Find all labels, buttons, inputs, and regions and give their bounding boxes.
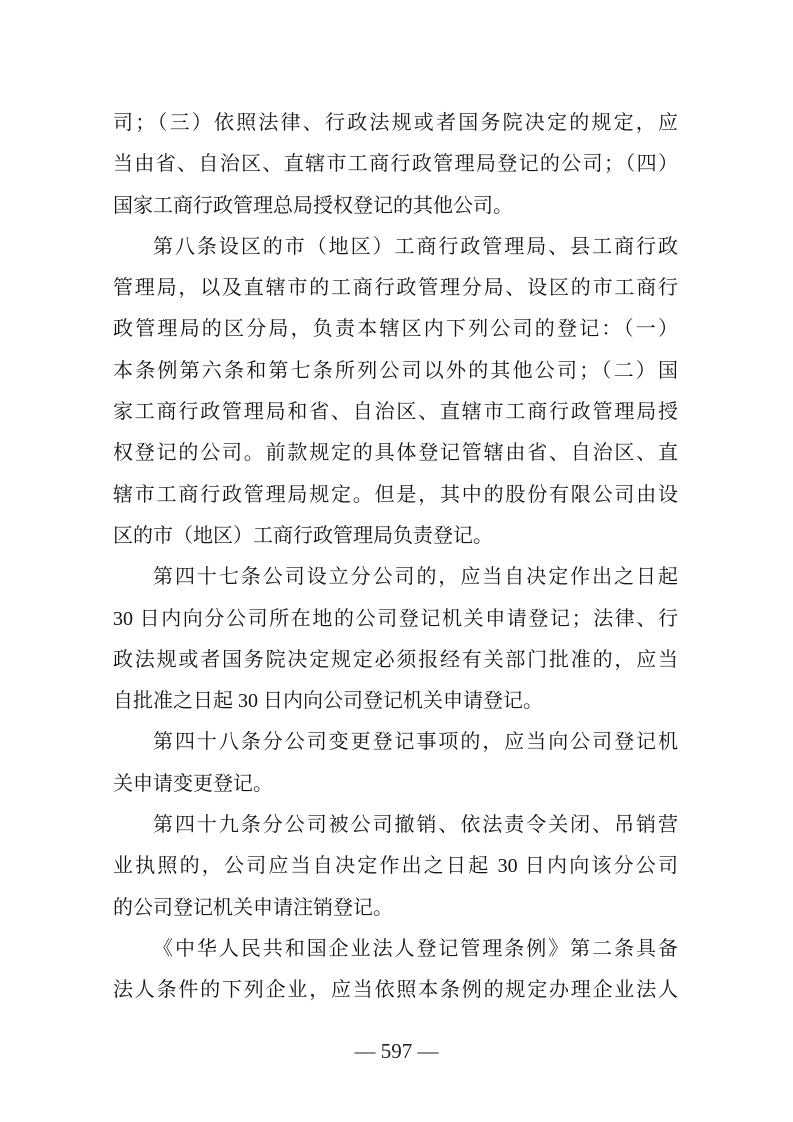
text-line: 政管理局的区分局，负责本辖区内下列公司的登记：（一）	[113, 318, 678, 341]
text-line: 第八条设区的市（地区）工商行政管理局、县工商行政	[153, 235, 678, 258]
text-line: 区的市（地区）工商行政管理局负责登记。	[113, 524, 493, 547]
text-line: 国家工商行政管理总局授权登记的其他公司。	[113, 194, 513, 217]
text-line: 辖市工商行政管理局规定。但是，其中的股份有限公司由设	[113, 483, 678, 506]
body-text	[113, 103, 678, 1012]
text-line: 的公司登记机关申请注销登记。	[113, 896, 393, 919]
text-line: 法人条件的下列企业，应当依照本条例的规定办理企业法人	[113, 979, 678, 1002]
text-line: 本条例第六条和第七条所列公司以外的其他公司；（二）国	[113, 359, 678, 382]
text-line: 管理局，以及直辖市的工商行政管理分局、设区的市工商行	[113, 277, 678, 300]
text-line: 关申请变更登记。	[113, 772, 273, 795]
text-line: 政法规或者国务院决定规定必须报经有关部门批准的，应当	[113, 648, 678, 671]
page-number: — 597 —	[354, 1039, 439, 1063]
text-line: 《中华人民共和国企业法人登记管理条例》第二条具备	[153, 937, 678, 960]
text-line: 第四十七条公司设立分公司的，应当自决定作出之日起	[153, 566, 678, 589]
text-line: 业执照的，公司应当自决定作出之日起 30 日内向该分公司	[113, 855, 678, 878]
text-line: 家工商行政管理局和省、自治区、直辖市工商行政管理局授	[113, 401, 678, 424]
text-line: 当由省、自治区、直辖市工商行政管理局登记的公司；（四）	[113, 153, 678, 176]
text-line: 自批准之日起 30 日内向公司登记机关申请登记。	[113, 690, 543, 713]
text-line: 30 日内向分公司所在地的公司登记机关申请登记；法律、行	[113, 607, 678, 630]
text-line: 权登记的公司。前款规定的具体登记管辖由省、自治区、直	[113, 442, 678, 465]
text-line: 司；（三）依照法律、行政法规或者国务院决定的规定，应	[113, 112, 678, 134]
text-line: 第四十九条分公司被公司撤销、依法责令关闭、吊销营	[153, 814, 678, 837]
text-line: 第四十八条分公司变更登记事项的，应当向公司登记机	[153, 731, 678, 754]
